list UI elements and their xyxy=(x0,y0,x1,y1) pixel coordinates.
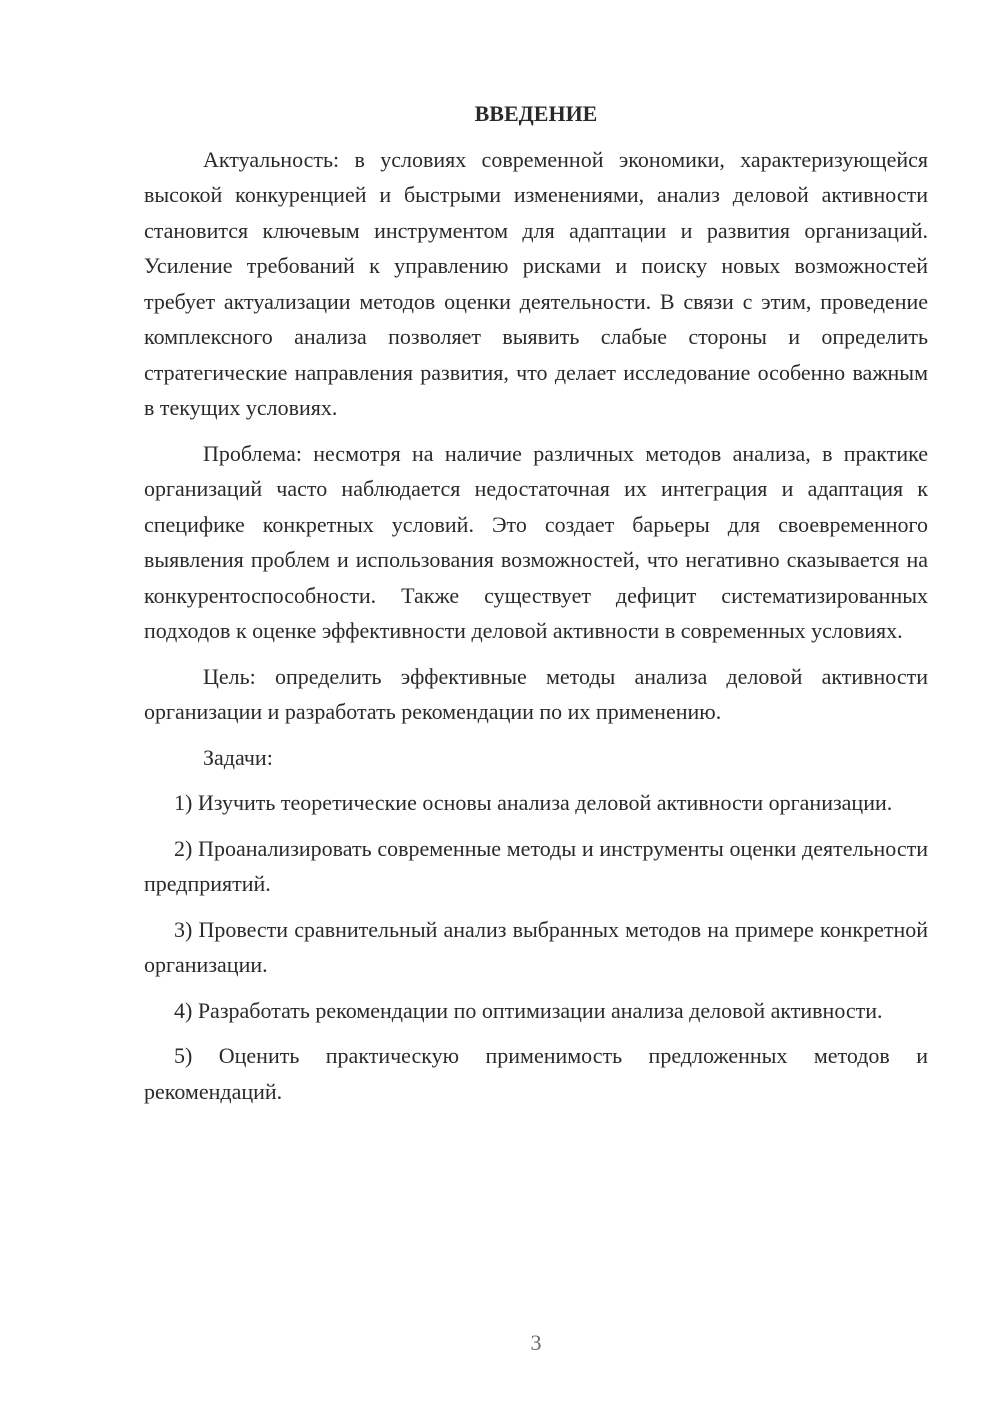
task-item-3: 3) Провести сравнительный анализ выбранных методов на примере конкретной организации. xyxy=(144,916,928,977)
task-item-1: 1) Изучить теоретические основы анализа деловой активности организации. xyxy=(174,790,893,815)
page-content xyxy=(144,96,928,1119)
page-number: 3 xyxy=(530,1330,542,1355)
paragraph-tasks-heading: Задачи: xyxy=(203,744,273,770)
task-item-2: 2) Проанализировать современные методы и инструменты оценки деятельности предприятий. xyxy=(144,835,928,896)
section-title: ВВЕДЕНИЕ xyxy=(474,101,598,126)
task-item-4: 4) Разработать рекомендации по оптимизации анализа деловой активности. xyxy=(174,997,883,1023)
task-item-5: 5) Оценить практическую применимость предложенных методов и рекомендаций. xyxy=(144,1043,928,1104)
paragraph-goal: Цель: определить эффективные методы анализа деловой активности организации и разработать рекомендации по их применению. xyxy=(144,663,928,724)
paragraph-problem: Проблема: несмотря на наличие различных методов анализа, в практике организаций часто наблюдается недостаточная их интеграция и адаптация к специфике конкретных условий. Это создает барьеры для своевременного выявления проблем и использования возможностей, что негативно сказывается на конкурентоспособности. Также существует дефицит систематизированных подходов к оценке эффективности деловой активности в современных условиях. xyxy=(144,440,928,643)
paragraph-relevance: Актуальность: в условиях современной экономики, характеризующейся высокой конкуренцией и быстрыми изменениями, анализ деловой активности становится ключевым инструментом для адаптации и развития организаций. Усиление требований к управлению рисками и поиску новых возможностей требует актуализации методов оценки деятельности. В связи с этим, проведение комплексного анализа позволяет выявить слабые стороны и определить стратегические направления развития, что делает исследование особенно важным в текущих условиях. xyxy=(144,146,928,420)
